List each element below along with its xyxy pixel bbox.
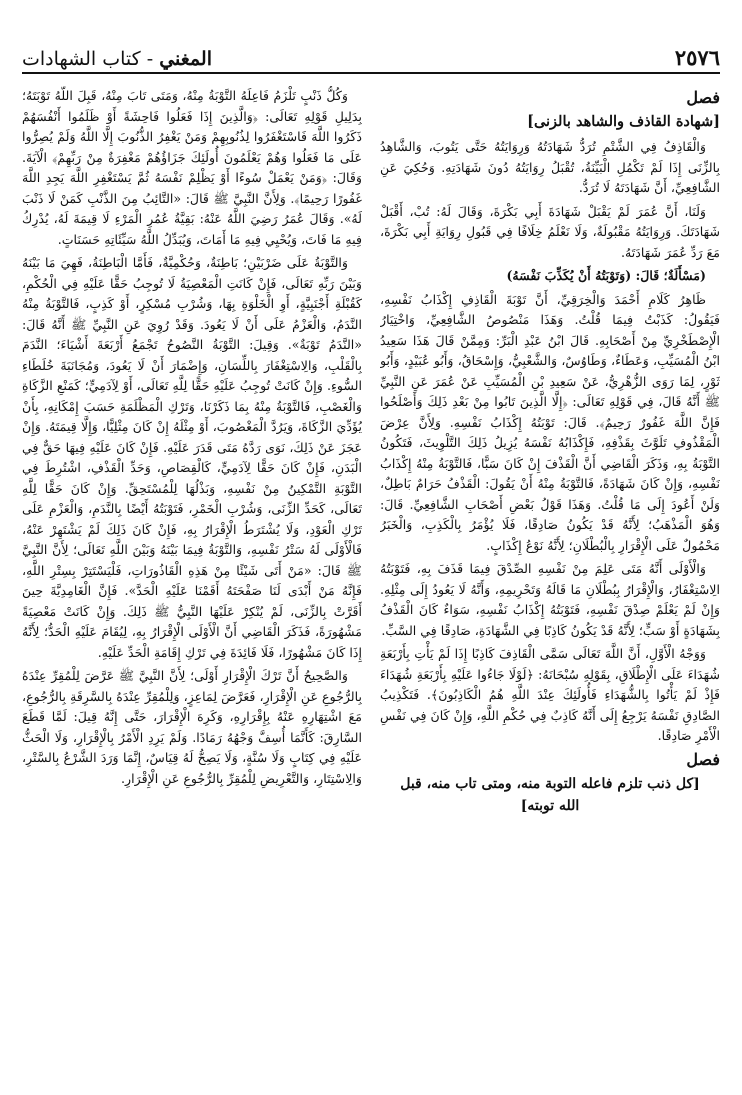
left-column (22, 86, 362, 1073)
masala-heading: (مَسْأَلَةٌ؛ قَالَ: (وَتَوْبَتُهُ أَنْ يُكَذِّبَ نَفْسَهُ) (506, 268, 706, 283)
paragraph: وَوَجْهُ الْأَوَّلِ، أَنَّ اللَّهَ تَعَالَى سَمَّى الْقَاذِفَ كَاذِبًا إِذَا لَمْ يَأْتِ بِأَرْبَعَةِ شُهَدَاءَ عَلَى الْإِطْلَاقِ، بِقَوْلِهِ سُبْحَانَهُ: ﴿لَوْلَا جَاءُوا عَلَيْهِ بِأَرْبَعَةِ شُهَدَاءَ فَإِذْ لَمْ يَأْتُوا بِالشُّهَدَاءِ فَأُولَئِكَ عِنْدَ اللَّهِ هُمُ الْكَاذِبُونَ﴾. فَتَكْذِيبُ الصَّادِقِ نَفْسَهُ يَرْجِعُ إِلَى أَنَّهُ كَاذِبٌ فِي حُكْمِ اللَّهِ، وَإِنْ كَانَ فِي نَفْسِ الْأَمْرِ صَادِقًا. (380, 646, 720, 743)
section-subheading: [شهادة القاذف والشاهد بالزنى] (527, 112, 720, 130)
section-heading-fasl: فصل (686, 88, 720, 107)
section-heading-fasl: فصل (686, 749, 720, 769)
section-subheading: [كل ذنب تلزم فاعله التوبة منه، ومتى تاب منه، قبل الله توبته] (400, 776, 700, 814)
paragraph: وَالصَّحِيحُ أَنَّ تَرْكَ الْإِقْرَارِ أَوْلَى؛ لِأَنَّ النَّبِيَّ ﷺ عَرَّضَ لِلْمُقِرِّ عِنْدَهُ بِالرُّجُوعِ عَنِ الْإِقْرَارِ، فَعَرَّضَ لِمَاعِزٍ، وَلِلْمُقِرِّ عِنْدَهُ بِالسَّرِقَةِ بِالرُّجُوعِ، مَعَ اشْتِهَارِهِ عَنْهُ بِإِقْرَارِهِ، وَكَرِهَ الْإِقْرَارَ، حَتَّى إِنَّهُ قِيلَ: لَمَّا قَطَعَ السَّارِقَ: كَأَنَّمَا أُسِفَّ وَجْهُهُ رَمَادًا. وَلَمْ يَرِدِ الْأَمْرُ بِالْإِقْرَارِ، وَلَا الْحَثُّ عَلَيْهِ فِي كِتَابٍ وَلَا سُنَّةٍ، وَلَا يَصِحُّ لَهُ قِيَاسٌ، إِنَّمَا وَرَدَ الشَّرْعُ بِالسَّتْرِ، وَالِاسْتِتَارِ، وَالتَّعْرِيضِ لِلْمُقِرِّ بِالرُّجُوعِ عَنِ الْإِقْرَارِ. (22, 668, 362, 786)
paragraph: وَالتَّوْبَةُ عَلَى ضَرْبَيْنِ؛ بَاطِنَةٌ، وَحُكْمِيَّةٌ، فَأَمَّا الْبَاطِنَةُ، فَهِيَ مَا بَيْنَهُ وَبَيْنَ رَبِّهِ تَعَالَى، فَإِنْ كَانَتِ الْمَعْصِيَةُ لَا تُوجِبُ حَقًّا عَلَيْهِ فِي الْحُكْمِ، كَقُبْلَةِ أَجْنَبِيَّةٍ، أَوِ الْخَلْوَةِ بِهَا، وَشُرْبِ مُسْكِرٍ، أَوْ كَذِبٍ، فَالتَّوْبَةُ مِنْهُ النَّدَمُ، وَالْعَزْمُ عَلَى أَنْ لَا يَعُودَ. وَقَدْ رُوِيَ عَنِ النَّبِيِّ ﷺ أَنَّهُ قَالَ: «النَّدَمُ تَوْبَةٌ». وَقِيلَ: التَّوْبَةُ النَّصُوحُ تَجْمَعُ أَرْبَعَةَ أَشْيَاءَ؛ النَّدَمَ بِالْقَلْبِ، وَالِاسْتِغْفَارَ بِاللِّسَانِ، وَإِضْمَارَ أَنْ لَا يَعُودَ، وَمُجَانَبَةَ خُلَطَاءِ السُّوءِ. وَإِنْ كَانَتْ تُوجِبُ عَلَيْهِ حَقًّا لِلَّهِ تَعَالَى، أَوْ لِآدَمِيٍّ؛ كَمَنْعِ الزَّكَاةِ وَالْغَصْبِ، فَالتَّوْبَةُ مِنْهُ بِمَا ذَكَرْنَا، وَتَرْكِ الْمَظْلَمَةِ حَسَبَ إِمْكَانِهِ، بِأَنْ يُؤَدِّيَ الزَّكَاةَ، وَيَرُدَّ الْمَغْصُوبَ، أَوْ مِثْلَهُ إِنْ كَانَ مِثْلِيًّا، وَإِلَّا قِيمَتَهُ. وَإِنْ عَجَزَ عَنْ ذَلِكَ، نَوَى رَدَّهُ مَتَى قَدَرَ عَلَيْهِ. فَإِنْ كَانَ عَلَيْهِ فِيهَا حَقٌّ فِي الْبَدَنِ، فَإِنْ كَانَ حَقًّا لِآدَمِيٍّ، كَالْقِصَاصِ، وَحَدِّ الْقَذْفِ، اشْتُرِطَ فِي التَّوْبَةِ التَّمْكِينُ مِنْ نَفْسِهِ، وَبَذْلُهَا لِلْمُسْتَحِقِّ. وَإِنْ كَانَ حَقًّا لِلَّهِ تَعَالَى، كَحَدِّ الزِّنَى، وَشُرْبِ الْخَمْرِ، فَتَوْبَتُهُ أَيْضًا بِالنَّدَمِ، وَالْعَزْمِ عَلَى تَرْكِ الْعَوْدِ، وَلَا يُشْتَرَطُ الْإِقْرَارُ بِهِ، فَإِنْ كَانَ ذَلِكَ لَمْ يَشْتَهِرْ عَنْهُ، فَالْأَوْلَى لَهُ سَتْرُ نَفْسِهِ، وَالتَّوْبَةُ فِيمَا بَيْنَهُ وَبَيْنَ اللَّهِ تَعَالَى؛ لِأَنَّ النَّبِيَّ ﷺ قَالَ: «مَنْ أَتَى شَيْئًا مِنْ هَذِهِ الْقَاذُورَاتِ، فَلْيَسْتَتِرْ بِسِتْرِ اللَّهِ، فَإِنَّهُ مَنْ أَبْدَى لَنَا صَفْحَتَهُ أَقَمْنَا عَلَيْهِ الْحَدَّ». فَإِنَّ الْغَامِدِيَّةَ حِينَ أَقَرَّتْ بِالزِّنَى، لَمْ يُنْكِرْ عَلَيْهَا النَّبِيُّ ﷺ ذَلِكَ. وَإِنْ كَانَتْ مَعْصِيَةً مَشْهُورَةً، فَذَكَرَ الْقَاضِي أَنَّ الْأَوْلَى الْإِقْرَارُ بِهِ، لِيُقَامَ عَلَيْهِ الْحَدُّ؛ لِأَنَّهُ إِذَا كَانَ مَشْهُورًا، فَلَا فَائِدَةَ فِي تَرْكِ إِقَامَةِ الْحَدِّ عَلَيْهِ. (22, 255, 362, 660)
book-title: المغني (159, 48, 212, 70)
paragraph: وَالْقَاذِفُ فِي الشَّتْمِ تُرَدُّ شَهَادَتُهُ وَرِوَايَتُهُ حَتَّى يَتُوبَ، وَالشَّاهِدُ بِالزِّنَى إِذَا لَمْ تَكْمُلِ الْبَيِّنَةُ، تُقْبَلُ رِوَايَتُهُ دُونَ شَهَادَتِهِ. وَحُكِيَ عَنِ الشَّافِعِيِّ، أَنَّ شَهَادَتَهُ لَا تُرَدُّ. (380, 139, 720, 195)
text-columns (22, 86, 720, 1073)
title-separator: - (140, 48, 160, 70)
paragraph: ظَاهِرُ كَلَامِ أَحْمَدَ وَالْخِرَقِيِّ، أَنَّ تَوْبَةَ الْقَاذِفِ إِكْذَابُ نَفْسِهِ، فَيَقُولُ: كَذَبْتُ فِيمَا قُلْتُ. وَهَذَا مَنْصُوصُ الشَّافِعِيِّ، وَاخْتِيَارُ الْإِصْطَخْرِيِّ مِنْ أَصْحَابِهِ. قَالَ ابْنُ عَبْدِ الْبَرِّ: وَمِمَّنْ قَالَ هَذَا سَعِيدُ ابْنُ الْمُسَيِّبِ، وَعَطَاءٌ، وَطَاوُسٌ، وَالشَّعْبِيُّ، وَإِسْحَاقُ، وَأَبُو عُبَيْدٍ، وَأَبُو ثَوْرٍ، لِمَا رَوَى الزُّهْرِيُّ، عَنْ سَعِيدِ بْنِ الْمُسَيِّبِ عَنْ عُمَرَ عَنِ النَّبِيِّ ﷺ أَنَّهُ قَالَ، فِي قَوْلِهِ تَعَالَى: ﴿إِلَّا الَّذِينَ تَابُوا مِنْ بَعْدِ ذَلِكَ وَأَصْلَحُوا فَإِنَّ اللَّهَ غَفُورٌ رَحِيمٌ﴾. قَالَ: تَوْبَتُهُ إِكْذَابُ نَفْسِهِ. وَلِأَنَّ عِرْضَ الْمَقْذُوفِ تَلَوَّثَ بِقَذْفِهِ، فَإِكْذَابُهُ نَفْسَهُ يُزِيلُ ذَلِكَ التَّلْوِيثَ، فَتَكُونُ التَّوْبَةُ بِهِ، وَذَكَرَ الْقَاضِي أَنَّ الْقَذْفَ إِنْ كَانَ سَبًّا، فَالتَّوْبَةُ مِنْهُ إِكْذَابُ نَفْسِهِ، وَإِنْ كَانَ شَهَادَةً، فَالتَّوْبَةُ مِنْهُ أَنْ يَقُولَ: الْقَذْفُ حَرَامٌ بَاطِلٌ، وَلَنْ أَعُودَ إِلَى مَا قُلْتُ. وَهَذَا قَوْلُ بَعْضِ أَصْحَابِ الشَّافِعِيِّ. قَالَ: وَهُوَ الْمَذْهَبُ؛ لِأَنَّهُ قَدْ يَكُونُ صَادِقًا، فَلَا يُؤْمَرُ بِالْكَذِبِ، وَالْخَبَرُ مَحْمُولٌ عَلَى الْإِقْرَارِ بِالْبُطْلَانِ؛ لِأَنَّهُ نَوْعُ إِكْذَابٍ. (380, 291, 720, 553)
paragraph: وَلَنَا، أَنَّ عُمَرَ لَمْ يَقْبَلْ شَهَادَةَ أَبِي بَكْرَةَ، وَقَالَ لَهُ: تُبْ، أَقْبَلْ شَهَادَتَكَ. وَرِوَايَتُهُ مَقْبُولَةٌ، وَلَا نَعْلَمُ خِلَافًا فِي قَبُولِ رِوَايَةِ أَبِي بَكْرَةَ، مَعَ رَدِّ عُمَرَ شَهَادَتَهُ. (380, 203, 720, 260)
chapter-title: كتاب الشهادات (22, 48, 141, 70)
page-number: ٢٥٧٦ (674, 45, 720, 70)
page-header (22, 40, 720, 74)
paragraph: وَالْأَوْلَى أَنَّهُ مَتَى عَلِمَ مِنْ نَفْسِهِ الصِّدْقَ فِيمَا قَذَفَ بِهِ، فَتَوْبَتُهُ الِاسْتِغْفَارُ، وَالْإِقْرَارُ بِبُطْلَانِ مَا قَالَهُ وَتَحْرِيمِهِ، وَأَنَّهُ لَا يَعُودُ إِلَى مِثْلِهِ. وَإِنْ لَمْ يَعْلَمْ صِدْقَ نَفْسِهِ، فَتَوْبَتُهُ إِكْذَابُ نَفْسِهِ، سَوَاءٌ كَانَ الْقَذْفُ بِشَهَادَةٍ أَوْ سَبٍّ؛ لِأَنَّهُ قَدْ يَكُونُ كَاذِبًا فِي الشَّهَادَةِ، صَادِقًا فِي السَّبِّ. (380, 561, 720, 638)
paragraph: وَكُلُّ ذَنْبٍ تَلْزَمُ فَاعِلَهُ التَّوْبَةُ مِنْهُ، وَمَتَى تَابَ مِنْهُ، قَبِلَ اللَّهُ تَوْبَتَهُ؛ بِدَلِيلِ قَوْلِهِ تَعَالَى: ﴿وَالَّذِينَ إِذَا فَعَلُوا فَاحِشَةً أَوْ ظَلَمُوا أَنْفُسَهُمْ ذَكَرُوا اللَّهَ فَاسْتَغْفَرُوا لِذُنُوبِهِمْ وَمَنْ يَغْفِرُ الذُّنُوبَ إِلَّا اللَّهُ وَلَمْ يُصِرُّوا عَلَى مَا فَعَلُوا وَهُمْ يَعْلَمُونَ أُولَئِكَ جَزَاؤُهُمْ مَغْفِرَةٌ مِنْ رَبِّهِمْ﴾ الْآيَةَ. وَقَالَ: ﴿وَمَنْ يَعْمَلْ سُوءًا أَوْ يَظْلِمْ نَفْسَهُ ثُمَّ يَسْتَغْفِرِ اللَّهَ يَجِدِ اللَّهَ غَفُورًا رَحِيمًا﴾. وَلِأَنَّ النَّبِيَّ ﷺ قَالَ: «التَّائِبُ مِنَ الذَّنْبِ كَمَنْ لَا ذَنْبَ لَهُ». وَقَالَ عُمَرُ رَضِيَ اللَّهُ عَنْهُ: بَقِيَّةُ عُمُرِ الْمَرْءِ لَا قِيمَةَ لَهُ، يُدْرِكُ فِيهِ مَا فَاتَ، وَيُحْيِي فِيهِ مَا أَمَاتَ، وَيُبَدِّلُ اللَّهُ سَيِّئَاتِهِ حَسَنَاتٍ. (22, 88, 362, 247)
running-title (22, 48, 212, 72)
right-column (380, 86, 720, 1073)
